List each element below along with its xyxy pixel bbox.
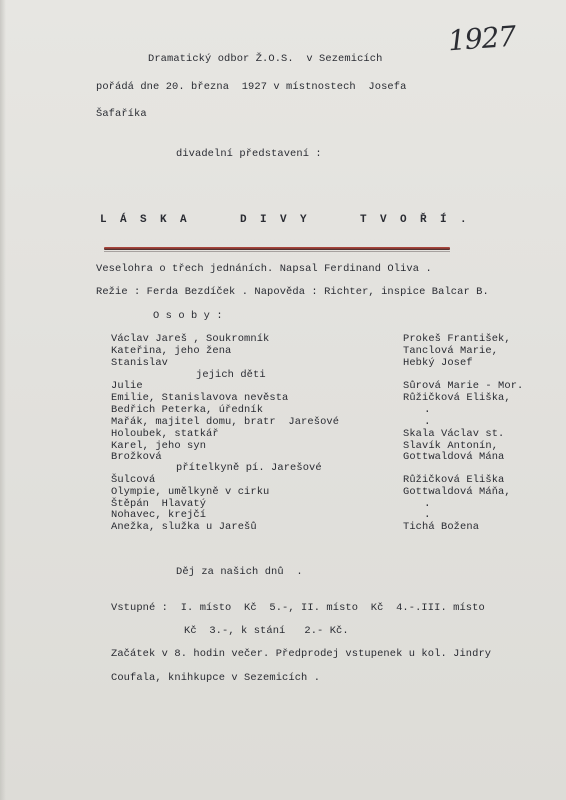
actor-item: Tanclová Marie, (403, 345, 499, 357)
role-item: Olympie, umělkyně v cirku (111, 486, 270, 498)
actor-item: Gottwaldová Máňa, (403, 486, 511, 498)
role-item: jejich děti (196, 369, 266, 381)
role-item: Václav Jareš , Soukromník (111, 333, 270, 345)
play-title: LÁSKA DIVY TVOŘÍ. (100, 214, 481, 226)
actor-item: Tichá Božena (403, 521, 480, 533)
actor-item: Skala Václav st. (403, 428, 505, 440)
title-underline-shadow (104, 251, 450, 252)
prices-line-1: Vstupné : I. místo Kč 5.-, II. místo Kč 4.-.III. místo (111, 602, 485, 614)
role-item: Kateřina, jeho žena (111, 345, 232, 357)
header-line-2: pořádá dne 20. března 1927 v místnostech Josefa (96, 81, 407, 93)
footer-line-2: Coufala, knihkupce v Sezemicích . (111, 672, 321, 684)
actor-item: Hebký Josef (403, 357, 473, 369)
role-item: Nohavec, krejčí (111, 509, 207, 521)
credits: Režie : Ferda Bezdíček . Napověda : Richter, inspice Balcar B. (96, 286, 489, 298)
actor-dot: . (424, 498, 431, 510)
role-item: Mařák, majitel domu, bratr Jarešové (111, 416, 340, 428)
footer-line-1: Začátek v 8. hodin večer. Předprodej vstupenek u kol. Jindry (111, 648, 492, 660)
role-item: Anežka, služka u Jarešů (111, 521, 257, 533)
role-item: Bedřich Peterka, úředník (111, 404, 264, 416)
role-item: Julie (111, 380, 143, 392)
page-edge-shadow (0, 0, 6, 800)
subtitle: Veselohra o třech jednáních. Napsal Ferdinand Oliva . (96, 263, 432, 275)
role-item: Šulcová (111, 474, 156, 486)
cast-heading: O s o b y : (153, 310, 223, 322)
header-line-1: Dramatický odbor Ž.O.S. v Sezemicích (148, 53, 383, 65)
role-item: Brožková (111, 451, 162, 463)
setting-note: Děj za našich dnů . (176, 566, 303, 578)
actor-item: Růžičková Eliška, (403, 392, 511, 404)
title-underline (104, 247, 450, 250)
actor-item: Růžičková Eliška (403, 474, 505, 486)
actor-item: Gottwaldová Mána (403, 451, 505, 463)
actor-dot: . (424, 509, 431, 521)
actor-item: Slavík Antonín, (403, 440, 499, 452)
header-line-4: divadelní představení : (176, 148, 322, 160)
role-item: Štěpán Hlavatý (111, 498, 207, 510)
prices-line-2: Kč 3.-, k stání 2.- Kč. (184, 625, 349, 637)
actor-item: Sůrová Marie - Mor. (403, 380, 524, 392)
role-item: Stanislav (111, 357, 169, 369)
role-item: Karel, jeho syn (111, 440, 207, 452)
actor-dot: . (424, 404, 431, 416)
role-item: přítelkyně pí. Jarešové (176, 462, 322, 474)
actor-item: Prokeš František, (403, 333, 511, 345)
role-item: Emilie, Stanislavova nevěsta (111, 392, 289, 404)
role-item: Holoubek, statkář (111, 428, 219, 440)
header-line-3: Šafaříka (96, 108, 147, 120)
handwritten-year: 1927 (446, 19, 517, 58)
actor-dot: . (424, 416, 431, 428)
